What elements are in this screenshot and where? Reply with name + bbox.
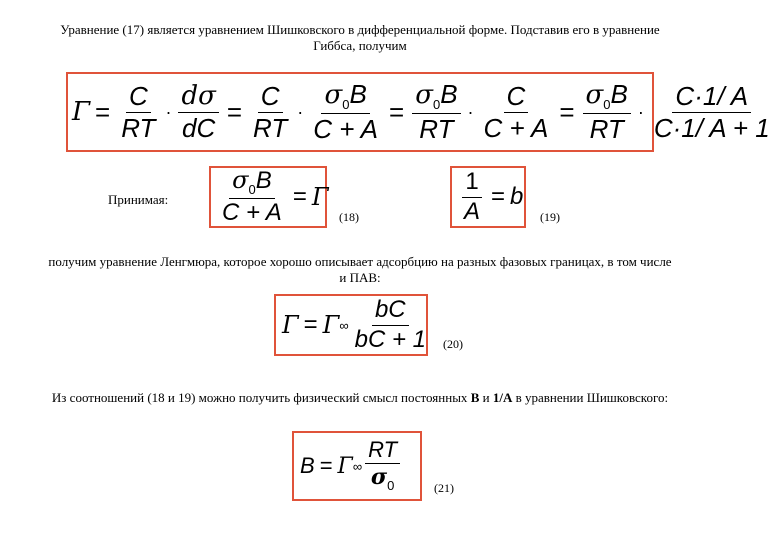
equation-20 bbox=[282, 297, 432, 353]
sigma-symbol: σ bbox=[324, 80, 343, 111]
langmuir-line-1: получим уравнение Ленгмюра, которое хорошо описывает адсорбцию на разных фазовых границах, в том числе bbox=[48, 254, 672, 269]
subscript: 0 bbox=[248, 182, 256, 198]
denominator: C + A bbox=[222, 199, 282, 227]
fraction-sigma-b-rt-2 bbox=[583, 80, 631, 144]
denominator: RT bbox=[121, 112, 156, 143]
fraction-1-a bbox=[461, 169, 483, 225]
meaning-text-pre: Из соотношений (18 и 19) можно получить физический смысл постоянных bbox=[51, 390, 471, 405]
infinity-subscript: ∞ bbox=[352, 458, 363, 474]
a-constant: 1/A bbox=[492, 390, 513, 405]
numerator: bC bbox=[372, 297, 409, 325]
denominator: RT bbox=[589, 114, 624, 145]
subscript: 0 bbox=[432, 97, 441, 113]
eq19-number: (19) bbox=[540, 210, 560, 224]
equals-sign: = bbox=[303, 311, 318, 338]
fraction-sigma-b-rt bbox=[412, 80, 460, 144]
sigma-symbol: σ bbox=[415, 80, 433, 111]
denominator: dC bbox=[182, 112, 216, 143]
equals-sign: = bbox=[226, 96, 243, 127]
eq18-number: (18) bbox=[339, 210, 359, 224]
meaning-text-and: и bbox=[479, 390, 493, 405]
subscript: 0 bbox=[603, 97, 611, 113]
gamma-inf-symbol: Γ bbox=[337, 453, 353, 479]
fraction-bc-bc1 bbox=[352, 297, 429, 353]
fraction-sigma-b-cpa bbox=[219, 167, 285, 227]
infinity-subscript: ∞ bbox=[339, 317, 349, 333]
equals-sign: = bbox=[491, 183, 506, 210]
dot-operator: · bbox=[467, 101, 474, 122]
meaning-text-post: в уравнении Шишковского: bbox=[512, 390, 669, 405]
b-constant: B bbox=[470, 390, 480, 405]
equation-18 bbox=[216, 166, 329, 227]
numerator: dσ bbox=[178, 82, 218, 113]
gamma-symbol: Γ bbox=[72, 97, 91, 127]
dot-operator: · bbox=[637, 101, 644, 122]
dot-operator: · bbox=[297, 101, 304, 122]
fraction-dsigma-dc bbox=[178, 82, 218, 142]
equation-19 bbox=[458, 170, 523, 224]
denominator: A bbox=[464, 197, 481, 225]
fraction-c-rt-2 bbox=[250, 82, 290, 142]
eq21-number: (21) bbox=[434, 481, 454, 495]
sigma-symbol: σ bbox=[232, 166, 249, 195]
b-symbol: B bbox=[300, 453, 315, 478]
meaning-paragraph bbox=[20, 390, 700, 406]
equals-sign: = bbox=[95, 96, 111, 127]
gamma-inf-symbol: Γ bbox=[322, 311, 340, 339]
equals-sign: = bbox=[319, 453, 333, 478]
dot-operator: · bbox=[165, 101, 172, 122]
take-label: Принимая: bbox=[108, 192, 169, 207]
langmuir-line-2: и ПАВ: bbox=[339, 270, 381, 285]
numerator: RT bbox=[365, 438, 400, 464]
equals-sign: = bbox=[559, 96, 575, 127]
sigma-symbol: σ bbox=[585, 80, 604, 111]
denominator: bC + 1 bbox=[354, 325, 426, 353]
numerator: 1 bbox=[462, 169, 481, 197]
denominator: C·1/ A + 1 bbox=[653, 112, 770, 143]
subscript: 0 bbox=[387, 478, 395, 494]
equation-21 bbox=[300, 436, 403, 496]
eq20-number: (20) bbox=[443, 337, 463, 351]
b-symbol: B bbox=[349, 79, 367, 110]
denominator: RT bbox=[253, 112, 288, 143]
b-symbol: B bbox=[255, 167, 272, 195]
numerator: C bbox=[258, 82, 283, 113]
gibbs-shishkovsky-equation bbox=[72, 80, 776, 144]
sigma-symbol: σ bbox=[370, 464, 388, 491]
fraction-rt-sigma bbox=[365, 438, 400, 493]
equals-sign: = bbox=[292, 183, 307, 210]
intro-line-2: Гиббса, получим bbox=[313, 38, 407, 53]
fraction-c-rt bbox=[118, 82, 158, 142]
langmuir-paragraph bbox=[20, 254, 700, 286]
numerator: C bbox=[126, 82, 151, 113]
b-symbol: B bbox=[610, 79, 628, 110]
b-symbol: B bbox=[440, 79, 458, 110]
gamma-symbol: Γ bbox=[311, 183, 329, 211]
fraction-sigma-b-cpa bbox=[310, 80, 381, 144]
gamma-symbol: Γ bbox=[282, 311, 299, 339]
equals-sign: = bbox=[389, 96, 405, 127]
denominator: C + A bbox=[313, 114, 379, 145]
fraction-c-cpa bbox=[481, 82, 552, 142]
b-lower-symbol: b bbox=[510, 183, 524, 210]
denominator: C + A bbox=[483, 112, 549, 143]
intro-paragraph bbox=[20, 22, 700, 54]
numerator: C bbox=[504, 82, 529, 113]
numerator: C·1/ A bbox=[672, 82, 751, 113]
denominator: RT bbox=[419, 114, 454, 145]
subscript: 0 bbox=[342, 97, 350, 113]
intro-line-1: Уравнение (17) является уравнением Шишковского в дифференциальной форме. Подставив его в уравнение bbox=[60, 22, 660, 37]
fraction-c1a bbox=[651, 82, 773, 142]
